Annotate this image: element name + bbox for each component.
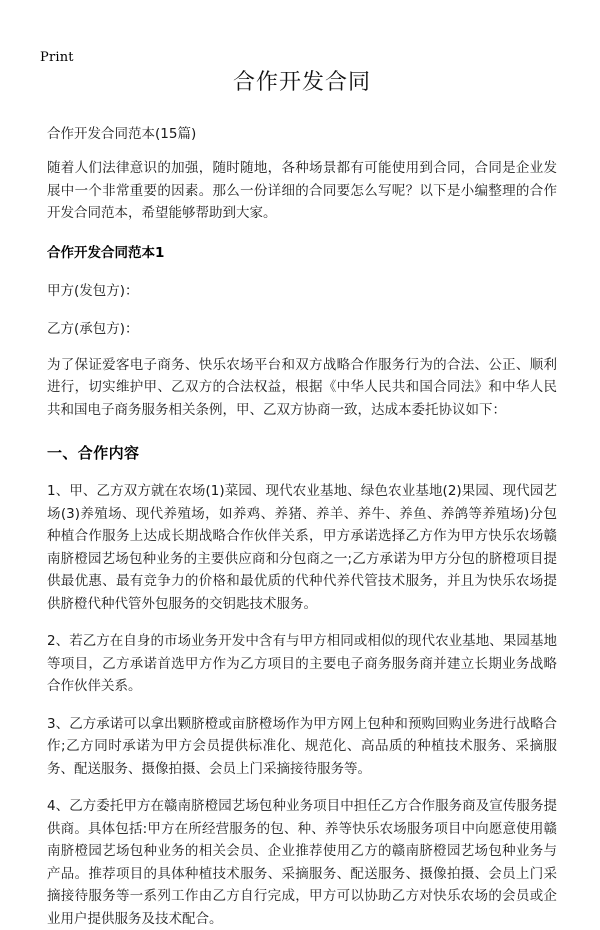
clause-item: 1、甲、乙方双方就在农场(1)菜园、现代农业基地、绿色农业基地(2)果园、现代园艺场(3)养殖场、现代养殖场，如养鸡、养猪、养羊、养牛、养鱼、养鸽等养殖场)分包种植合作服务上达成长期战略合作伙伴关系，甲方承诺选择乙方作为甲方快乐农场赣南脐橙园艺场包种业务的主要供应商和分包商之一;乙方承诺为甲方分包的脐橙项目提供最优惠、最有竞争力的价格和最优质的代种代养代管技术服务，并且为快乐农场提供脐橙代种代管外包服务的交钥匙技术服务。 [47, 483, 557, 612]
section-heading-cooperation-content: 一、合作内容 [47, 444, 140, 462]
document-body [47, 68, 557, 930]
sample-heading: 合作开发合同范本1 [47, 244, 165, 261]
intro-paragraph: 随着人们法律意识的加强，随时随地，各种场景都有可能使用到合同，合同是企业发展中一个非常重要的因素。那么一份详细的合同要怎么写呢？以下是小编整理的合作开发合同范本，希望能够帮助到大家。 [47, 160, 557, 221]
clause-item: 2、若乙方在自身的市场业务开发中含有与甲方相同或相似的现代农业基地、果园基地等项目，乙方承诺首选甲方作为乙方项目的主要电子商务服务商并建立长期业务战略合作伙伴关系。 [47, 633, 557, 694]
page-title: 合作开发合同 [232, 70, 371, 95]
preamble-paragraph: 为了保证爱客电子商务、快乐农场平台和双方战略合作服务行为的合法、公正、顺利进行，切实维护甲、乙双方的合法权益，根据《中华人民共和国合同法》和中华人民共和国电子商务服务相关条例，甲、乙双方协商一致，达成本委托协议如下： [47, 356, 557, 418]
print-button[interactable]: Print [40, 50, 74, 65]
clause-item: 3、乙方承诺可以拿出颗脐橙或亩脐橙场作为甲方网上包种和预购回购业务进行战略合作;乙方同时承诺为甲方会员提供标准化、规范化、高品质的种植技术服务、采摘服务、配送服务、摄像拍摄、会员上门采摘接待服务等。 [47, 715, 557, 777]
party-b-label: 乙方(承包方)： [47, 320, 139, 337]
clause-item: 4、乙方委托甲方在赣南脐橙园艺场包种业务项目中担任乙方合作服务商及宣传服务提供商。具体包括:甲方在所经营服务的包、种、养等快乐农场服务项目中向愿意使用赣南脐橙园艺场包种业务的相关会员、企业推荐使用乙方的赣南脐橙园艺场包种业务与产品。推荐项目的具体种植技术服务、采摘服务、配送服务、摄像拍摄、会员上门采摘接待服务等一系列工作由乙方自行完成，甲方可以协助乙方对快乐农场的会员或企业用户提供服务及技术配合。 [47, 798, 557, 927]
document-subtitle: 合作开发合同范本(15篇) [47, 126, 197, 142]
party-a-label: 甲方(发包方)： [47, 282, 139, 299]
